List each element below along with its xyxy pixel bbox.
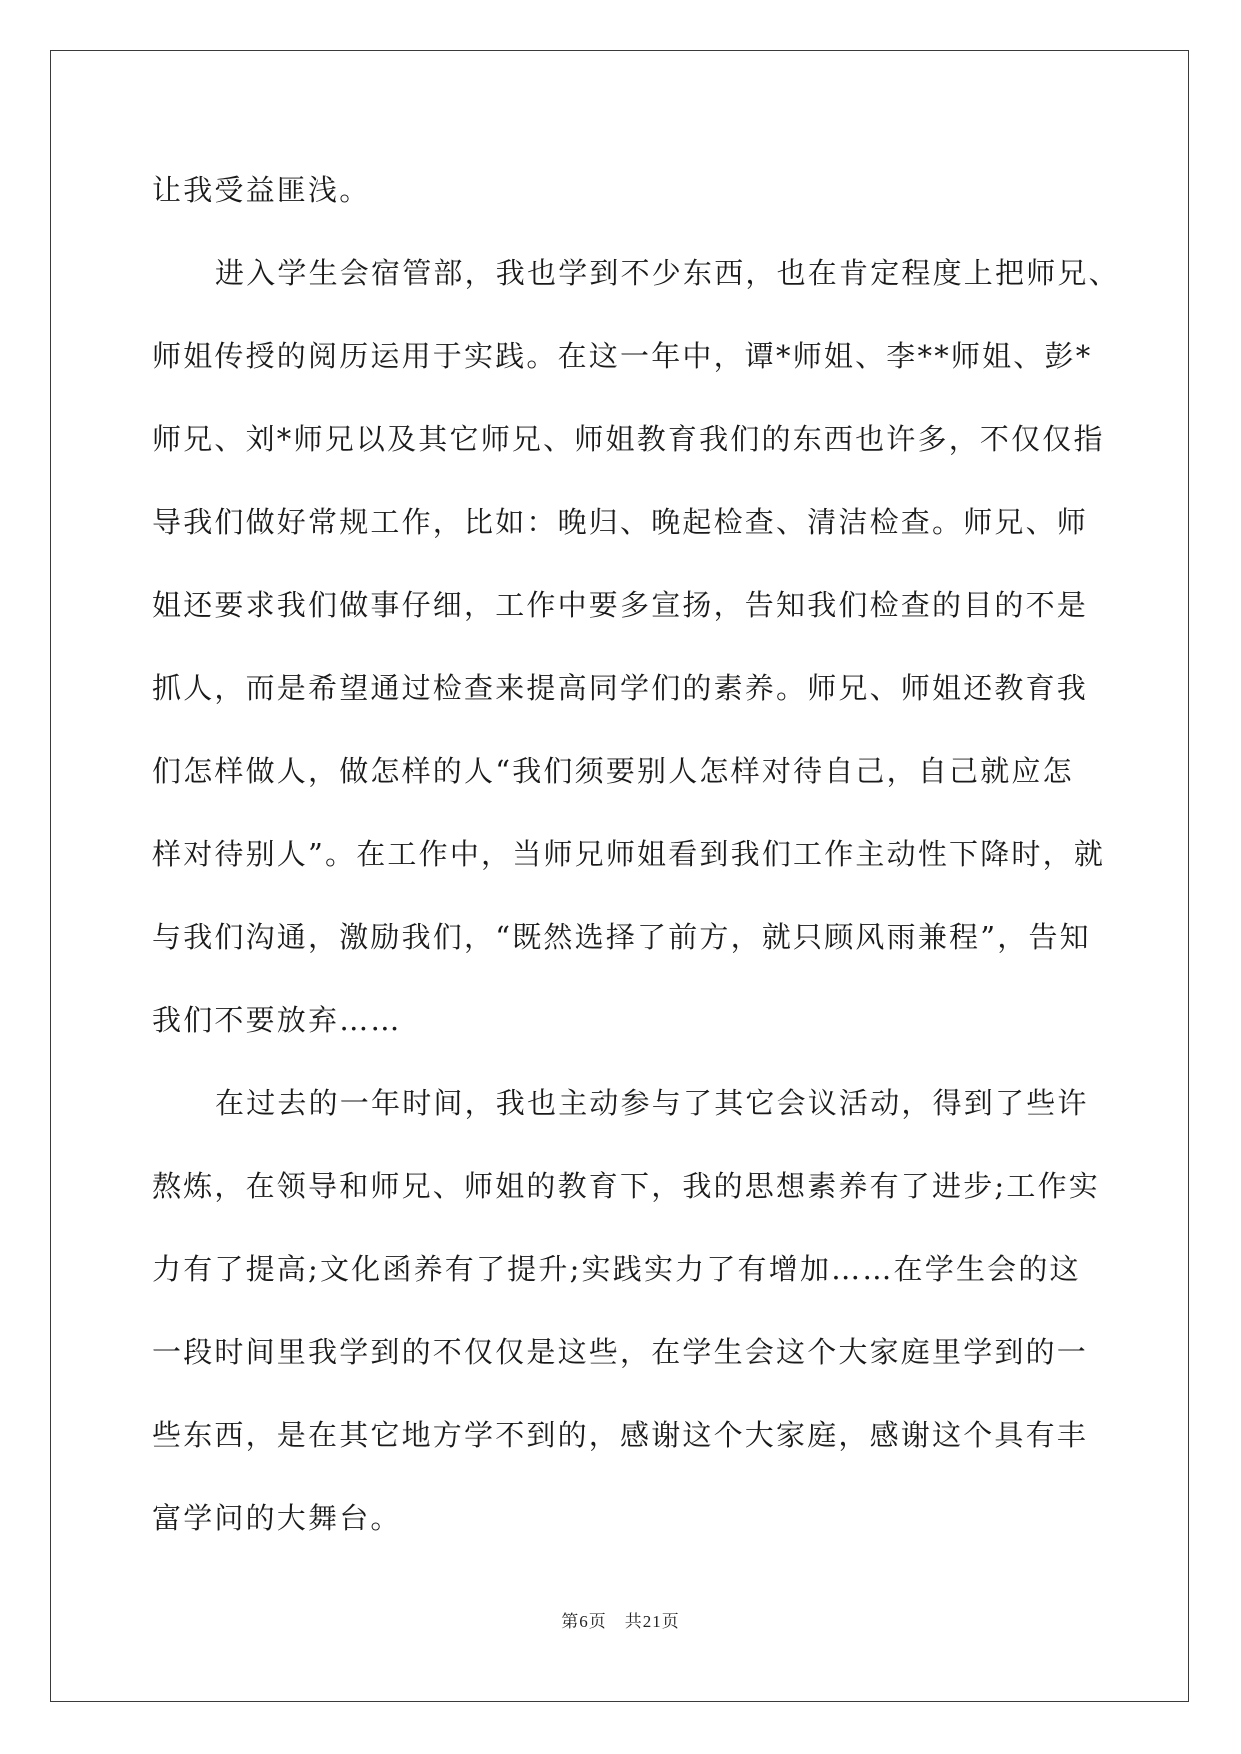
total-suffix: 页 [661, 1612, 680, 1632]
page-footer [0, 1607, 1241, 1632]
page-suffix: 页 [588, 1612, 607, 1632]
total-prefix: 共 [624, 1612, 643, 1632]
page-prefix: 第 [561, 1612, 580, 1632]
text-line: 们怎样做人，做怎样的人“我们须要别人怎样对待自己，自己就应怎 [152, 754, 1074, 788]
text-line: 熬炼，在领导和师兄、师姐的教育下，我的思想素养有了进步;工作实 [152, 1169, 1100, 1203]
text-line: 一段时间里我学到的不仅仅是这些，在学生会这个大家庭里学到的一 [152, 1335, 1089, 1369]
text-line: 姐还要求我们做事仔细，工作中要多宣扬，告知我们检查的目的不是 [152, 588, 1089, 622]
text-line: 与我们沟通，激励我们，“既然选择了前方，就只顾风雨兼程”，告知 [152, 920, 1091, 954]
text-line: 导我们做好常规工作，比如：晚归、晚起检查、清洁检查。师兄、师 [152, 505, 1089, 539]
text-line: 抓人，而是希望通过检查来提高同学们的素养。师兄、师姐还教育我 [152, 671, 1089, 705]
text-line: 师兄、刘*师兄以及其它师兄、师姐教育我们的东西也许多，不仅仅指 [152, 422, 1105, 456]
text-line: 富学问的大舞台。 [152, 1501, 402, 1535]
total-pages: 21 [642, 1612, 662, 1631]
text-line: 样对待别人”。在工作中，当师兄师姐看到我们工作主动性下降时，就 [152, 837, 1106, 871]
page-number: 6 [579, 1612, 589, 1631]
document-body [152, 172, 1120, 1583]
text-line: 力有了提高;文化函养有了提升;实践实力了有增加……在学生会的这 [152, 1252, 1081, 1286]
text-line: 在过去的一年时间，我也主动参与了其它会议活动，得到了些许 [215, 1086, 1089, 1120]
text-line: 进入学生会宿管部，我也学到不少东西，也在肯定程度上把师兄、 [215, 256, 1120, 290]
text-line: 些东西，是在其它地方学不到的，感谢这个大家庭，感谢这个具有丰 [152, 1418, 1089, 1452]
text-line: 师姐传授的阅历运用于实践。在这一年中，谭*师姐、李**师姐、彭* [152, 339, 1093, 373]
text-line: 让我受益匪浅。 [152, 173, 371, 207]
text-line: 我们不要放弃…… [152, 1003, 402, 1037]
